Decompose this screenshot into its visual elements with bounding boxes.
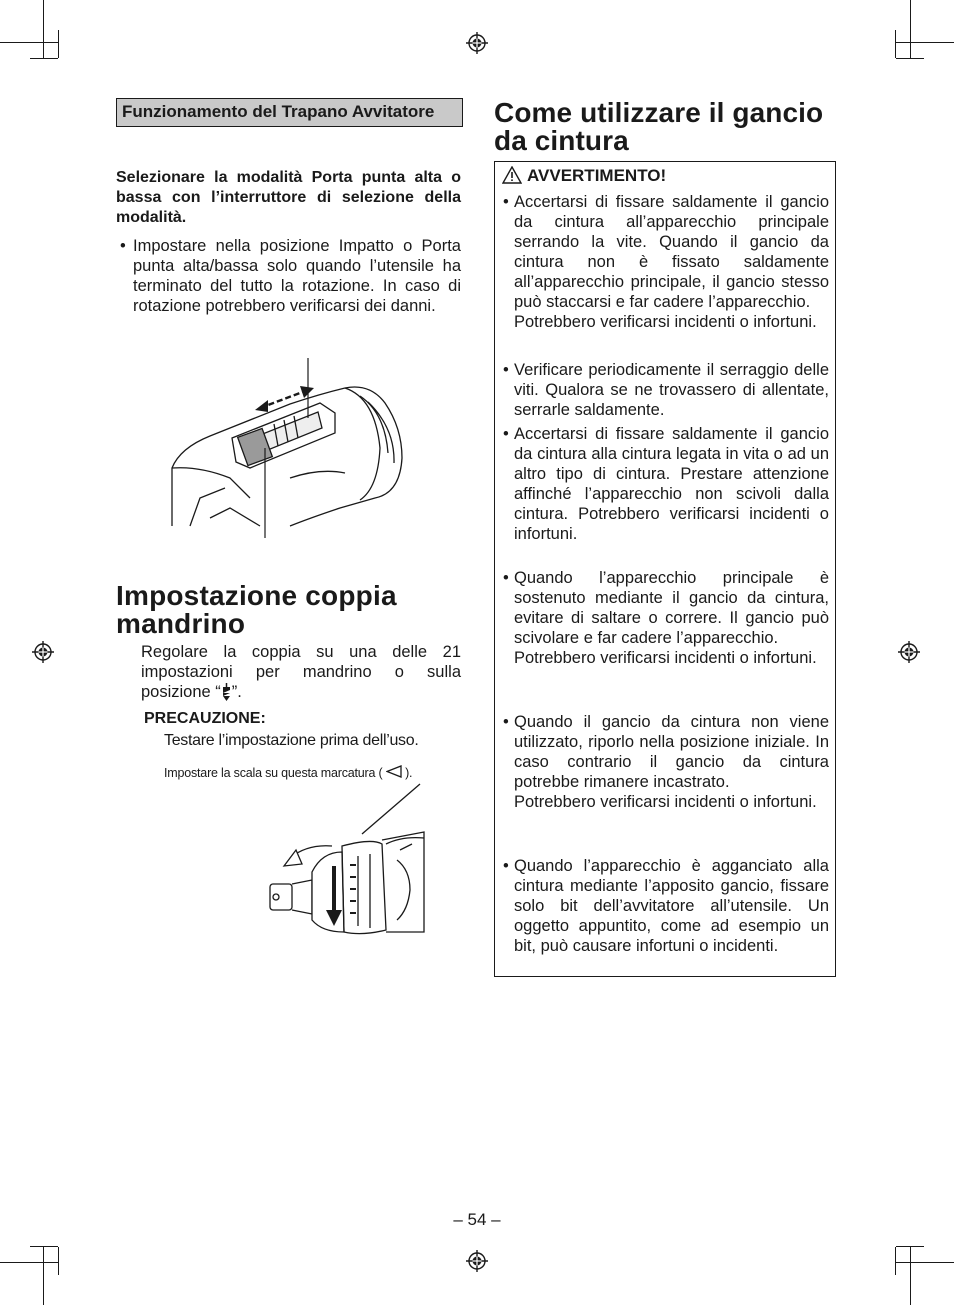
crop-mark xyxy=(896,42,954,43)
scale-note-text: Impostare la scala su questa marcatura ( xyxy=(164,766,383,780)
bullet-symbol: • xyxy=(503,361,509,379)
warning-text: Accertarsi di fissare saldamente il gancio da cintura alla cintura legata in vita o ad un altro tipo di cintura. Prestare attenzione affinché l’apparecchio non scivoli dalla cintura. Potrebbero verificarsi incidenti o infortuni. xyxy=(514,425,829,543)
belt-hook-heading: Come utilizzare il gancio da cintura xyxy=(494,97,824,156)
warning-title: AVVERTIMENTO! xyxy=(527,166,667,185)
crop-mark xyxy=(0,42,58,43)
warning-item xyxy=(503,360,829,420)
torque-paragraph-end: ”. xyxy=(231,683,242,701)
torque-heading: Impostazione coppia mandrino xyxy=(116,580,397,639)
crop-mark xyxy=(895,30,896,58)
warning-item xyxy=(503,712,829,812)
scale-note-end: ). xyxy=(405,766,413,780)
drill-mode-icon xyxy=(221,683,232,701)
warning-text: Accertarsi di fissare saldamente il gancio da cintura all’apparecchio principale serrando la vite. Quando il gancio da cintura non è fissato saldamente all’apparecchio principale, il gancio stesso può staccarsi e far cadere l’apparecchio. Potrebbero verificarsi incidenti o infortuni. xyxy=(514,193,829,331)
section-title: Funzionamento del Trapano Avvitatore xyxy=(122,102,435,121)
crop-mark xyxy=(0,1262,58,1263)
registration-mark-icon xyxy=(466,32,488,54)
crop-mark xyxy=(896,58,924,59)
torque-chuck-illustration xyxy=(262,780,428,938)
crop-mark xyxy=(58,1247,59,1275)
crop-mark xyxy=(910,1247,911,1305)
registration-mark-icon xyxy=(32,641,54,663)
lead-instruction: Selezionare la modalità Porta punta alta o bassa con l’interruttore di selezione della modalità. xyxy=(116,169,461,226)
bullet-text: Impostare nella posizione Impatto o Porta punta alta/bassa solo quando l’utensile ha terminato del tutto la rotazione. In caso di rotazione potrebbero verificarsi dei danni. xyxy=(133,237,461,315)
warning-text: Quando l’apparecchio è agganciato alla cintura mediante l’apposito gancio, fissare solo bit dell’avvitatore all’utensile. Un oggetto appuntito, come ad esempio un bit, può causare infortuni o incidenti. xyxy=(514,857,829,955)
crop-mark xyxy=(58,30,59,58)
crop-mark xyxy=(910,0,911,58)
crop-mark xyxy=(896,1246,924,1247)
caution-text: Testare l’impostazione prima dell’uso. xyxy=(164,732,419,749)
crop-mark xyxy=(896,1262,954,1263)
crop-mark xyxy=(30,1246,58,1247)
crop-mark xyxy=(43,1247,44,1305)
bullet-symbol: • xyxy=(503,857,509,875)
warning-item xyxy=(503,856,829,956)
warning-item xyxy=(503,192,829,332)
crop-mark xyxy=(895,1247,896,1275)
crop-mark xyxy=(43,0,44,58)
warning-text: Verificare periodicamente il serraggio delle viti. Qualora se ne trovassero di allentate, serrarle saldamente. xyxy=(514,361,829,419)
warning-triangle-icon xyxy=(502,166,522,184)
bullet-symbol: • xyxy=(120,237,126,255)
warning-item xyxy=(503,568,829,668)
scale-note xyxy=(164,765,412,780)
registration-mark-icon xyxy=(466,1250,488,1272)
bullet-symbol: • xyxy=(503,193,509,211)
bullet-symbol: • xyxy=(503,569,509,587)
caution-title: PRECAUZIONE: xyxy=(144,710,266,727)
page-number: – 54 – xyxy=(453,1210,501,1229)
warning-text: Quando l’apparecchio principale è sostenuto mediante il gancio da cintura, evitare di saltare o correre. Il gancio può scivolare e far cadere l’apparecchio. Potrebbero verificarsi incidenti o infortuni. xyxy=(514,569,829,667)
crop-mark xyxy=(30,58,58,59)
warning-text: Quando il gancio da cintura non viene utilizzato, riporlo nella posizione iniziale. In caso contrario il gancio da cintura potrebbe rimanere incastrato. Potrebbero verificarsi incidenti o infortuni. xyxy=(514,713,829,811)
torque-paragraph-text: Regolare la coppia su una delle 21 impostazioni per mandrino o sulla posizione “ xyxy=(141,643,461,701)
triangle-marker-icon xyxy=(386,765,402,778)
registration-mark-icon xyxy=(898,641,920,663)
bullet-item xyxy=(120,236,461,316)
section-title-box xyxy=(116,98,463,127)
mode-switch-illustration xyxy=(170,358,412,538)
torque-paragraph xyxy=(141,642,461,702)
bullet-symbol: • xyxy=(503,713,509,731)
bullet-symbol: • xyxy=(503,425,509,443)
warning-item xyxy=(503,424,829,544)
